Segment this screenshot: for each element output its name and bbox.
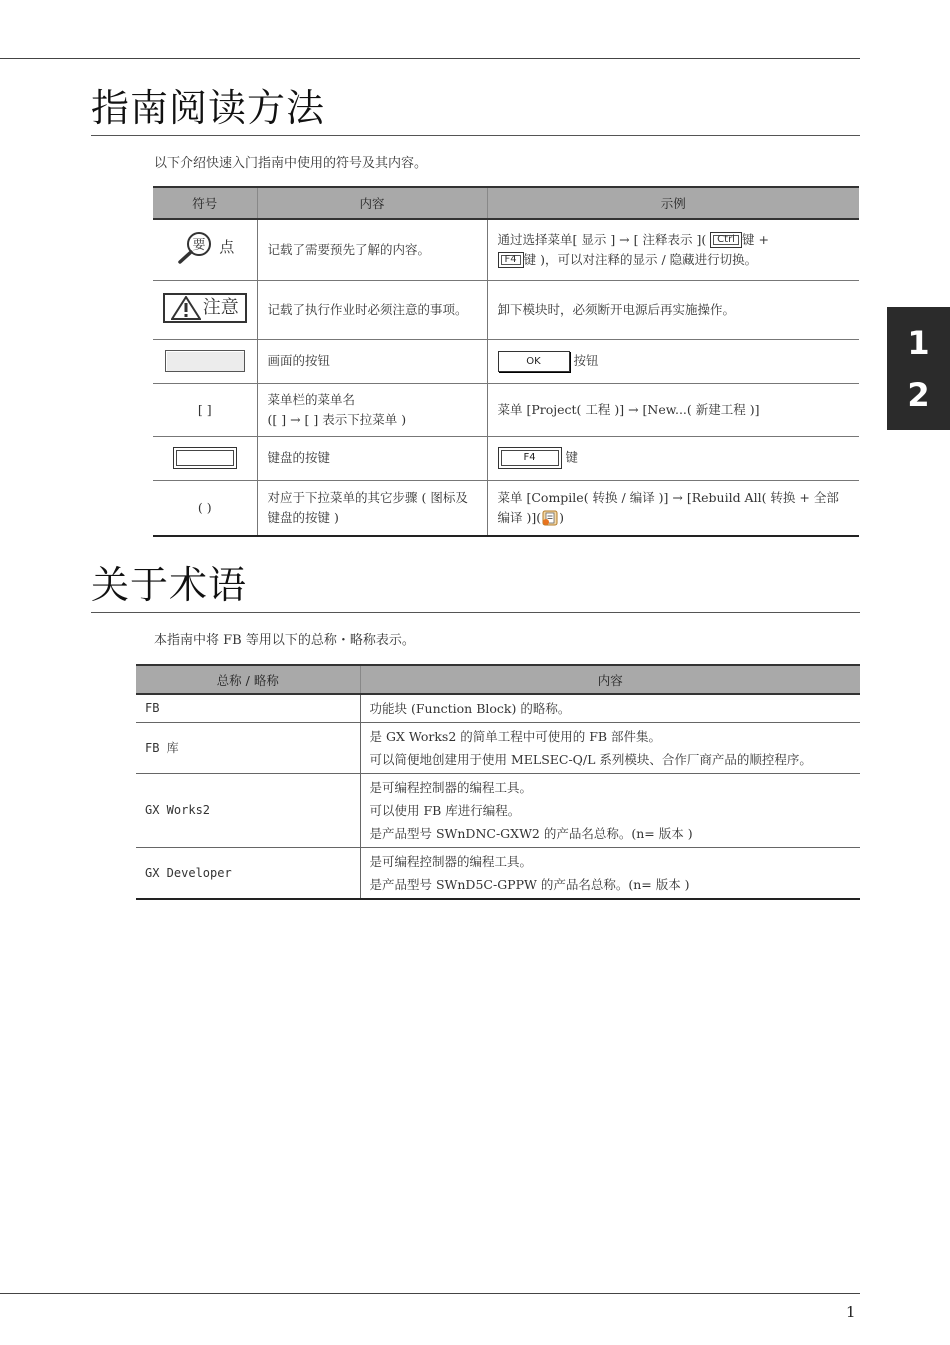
warning-triangle-icon xyxy=(171,296,201,320)
description-line: 可以简便地创建用于使用 MELSEC-Q/L 系列模块、合作厂商产品的顺控程序。 xyxy=(369,752,812,767)
term-cell: FB 库 xyxy=(136,723,360,774)
magnifier-icon xyxy=(175,230,215,264)
example-text: 通过选择菜单[ 显示 ] → [ 注释表示 ]( xyxy=(497,231,711,247)
table-row xyxy=(153,280,859,339)
f4-key-icon: F4 xyxy=(498,252,524,268)
content-line: 菜单栏的菜单名 xyxy=(267,391,356,407)
description-line: 是产品型号 SWnDNC-GXW2 的产品名总称。(n= 版本 ) xyxy=(369,826,693,841)
description-line: 可以使用 FB 库进行编程。 xyxy=(369,803,521,818)
section-intro: 本指南中将 FB 等用以下的总称・略称表示。 xyxy=(154,633,415,648)
chapter-tab-number-2: 2 xyxy=(907,375,930,414)
section-title-reading-guide: 指南阅读方法 xyxy=(91,86,326,130)
description-cell xyxy=(360,694,860,723)
header-content: 内容 xyxy=(360,665,860,694)
section-intro: 以下介绍快速入门指南中使用的符号及其内容。 xyxy=(154,156,428,171)
example-cell xyxy=(487,436,859,480)
description-line: 是 GX Works2 的简单工程中可使用的 FB 部件集。 xyxy=(369,729,662,744)
table-row xyxy=(136,848,860,900)
content-cell: 键盘的按键 xyxy=(257,436,487,480)
table-row xyxy=(153,383,859,436)
example-text: 按钮 xyxy=(573,352,599,368)
table-row xyxy=(153,436,859,480)
term-cell: FB xyxy=(136,694,360,723)
bottom-rule xyxy=(0,1293,860,1294)
description-cell xyxy=(360,723,860,774)
header-content: 内容 xyxy=(257,187,487,219)
example-text: 键 )，可以对注释的显示 / 隐藏进行切换。 xyxy=(523,251,758,267)
description-line: 是产品型号 SWnD5C-GPPW 的产品名总称。(n= 版本 ) xyxy=(369,877,690,892)
content-cell: 记载了需要预先了解的内容。 xyxy=(257,219,487,280)
chapter-tab xyxy=(887,307,950,430)
example-text: 键 xyxy=(565,449,578,465)
ok-button-icon: OK xyxy=(498,351,570,372)
content-cell: 记载了执行作业时必须注意的事项。 xyxy=(257,280,487,339)
svg-text:要: 要 xyxy=(192,237,206,253)
caution-label: 注意 xyxy=(202,297,239,318)
chapter-tab-number-1: 1 xyxy=(907,323,930,362)
description-cell xyxy=(360,774,860,848)
table-row xyxy=(153,219,859,280)
example-text: 键 + xyxy=(741,231,769,247)
point-symbol xyxy=(175,230,234,264)
term-cell: GX Developer xyxy=(136,848,360,900)
table-row xyxy=(153,480,859,536)
screen-button-symbol xyxy=(165,350,245,372)
description-cell xyxy=(360,848,860,900)
section-title-terms: 关于术语 xyxy=(91,563,248,607)
table-row xyxy=(153,339,859,383)
top-rule xyxy=(0,58,860,59)
symbol-cell: ( ) xyxy=(153,480,257,536)
table-header-row xyxy=(153,187,859,219)
content-cell xyxy=(257,383,487,436)
content-line: ([ ] → [ ] 表示下拉菜单 ) xyxy=(267,411,407,427)
table-row xyxy=(136,723,860,774)
table-header-row xyxy=(136,665,860,694)
table-row xyxy=(136,694,860,723)
example-cell xyxy=(487,480,859,536)
symbol-cell xyxy=(153,219,257,280)
terms-table xyxy=(136,664,860,900)
f4-key-icon: F4 xyxy=(498,447,562,469)
header-term: 总称 / 略称 xyxy=(136,665,360,694)
table-row xyxy=(136,774,860,848)
keyboard-key-symbol xyxy=(173,447,237,469)
description-line: 是可编程控制器的编程工具。 xyxy=(369,780,533,795)
term-cell: GX Works2 xyxy=(136,774,360,848)
example-text: 菜单 [Compile( 转换 / 编译 )] → [Rebuild All( 转换 + 全部编译 )]( xyxy=(497,489,839,525)
symbol-cell xyxy=(153,339,257,383)
content-cell: 对应于下拉菜单的其它步骤 ( 图标及键盘的按键 ) xyxy=(257,480,487,536)
example-cell: 卸下模块时，必须断开电源后再实施操作。 xyxy=(487,280,859,339)
content-cell: 画面的按钮 xyxy=(257,339,487,383)
rebuild-all-icon xyxy=(541,509,559,527)
caution-symbol xyxy=(163,293,247,323)
header-symbol: 符号 xyxy=(153,187,257,219)
page-number: 1 xyxy=(846,1303,856,1321)
example-cell xyxy=(487,339,859,383)
symbol-cell xyxy=(153,436,257,480)
section-title-rule xyxy=(91,135,860,136)
symbol-cell xyxy=(153,280,257,339)
ctrl-key-icon: Ctrl xyxy=(710,232,742,248)
point-label: 点 xyxy=(219,237,235,256)
symbols-table xyxy=(153,186,859,537)
example-cell: 菜单 [Project( 工程 )] → [New...( 新建工程 )] xyxy=(487,383,859,436)
header-example: 示例 xyxy=(487,187,859,219)
description-line: 功能块 (Function Block) 的略称。 xyxy=(369,701,571,716)
example-cell xyxy=(487,219,859,280)
description-line: 是可编程控制器的编程工具。 xyxy=(369,854,533,869)
symbol-cell: [ ] xyxy=(153,383,257,436)
section-title-rule xyxy=(91,612,860,613)
example-text: ) xyxy=(559,509,564,525)
